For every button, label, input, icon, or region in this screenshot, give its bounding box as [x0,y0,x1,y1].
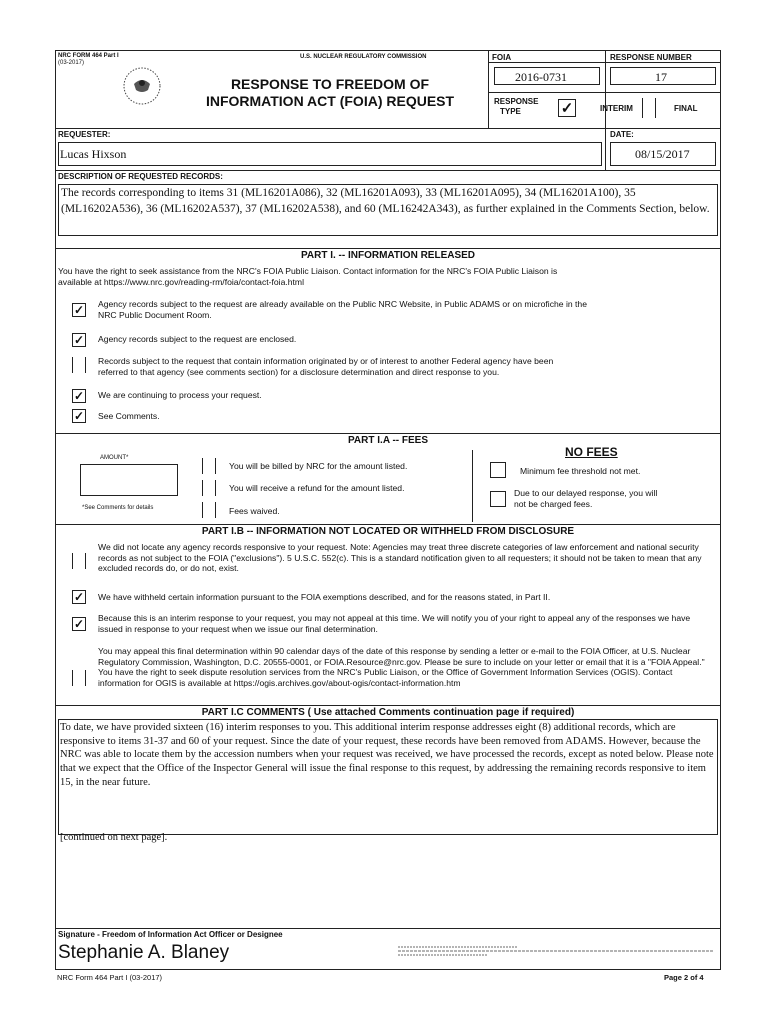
response-number: 17 [655,70,667,84]
fee-billed-label: You will be billed by NRC for the amount listed. [229,461,408,471]
part1-heading: PART I. -- INFORMATION RELEASED [300,250,476,261]
requester-label: REQUESTER: [58,130,111,139]
part1-item5-line1: See Comments. [98,411,160,421]
response-number-label: RESPONSE NUMBER [610,53,692,62]
part1b-withheld-text: We have withheld certain information pursuant to the FOIA exemptions described, and for the reasons stated, in Part II. [98,592,551,602]
comments-continued: [continued on next page]. [60,832,168,843]
part1-item4-checkbox[interactable]: ✓ [73,389,85,403]
part1-intro-2: available at https://www.nrc.gov/reading-rm/foia/contact-foia.html [58,277,304,287]
interim-label: INTERIM [600,104,633,113]
request-date: 08/15/2017 [635,147,690,161]
part1-intro-1: You have the right to seek assistance from the NRC's FOIA Public Liaison. Contact information for the NRC's FOIA Public Liaison is [58,266,558,276]
signature-label: Signature - Freedom of Information Act Officer or Designee [58,930,283,939]
part1-item5-checkbox[interactable]: ✓ [73,409,85,423]
amount-label: AMOUNT* [100,455,129,461]
part1-item4-line1: We are continuing to process your request. [98,390,262,400]
digital-signature-stamp [398,944,714,958]
part1-item3-line2: referred to that agency (see comments section) for a disclosure determination and direct response to you. [98,367,500,377]
description-text: The records corresponding to items 31 (ML16201A086), 32 (ML16201A093), 33 (ML16201A095), 34 (ML16201A100), 35 (ML16202A536), 36 (ML16202A537), 37 (ML16202A538), and 60 (ML16242A343), as further explained in the Comments Section, below. [61,187,710,215]
fee-waived-checkbox[interactable] [202,502,216,518]
fee-refund-checkbox[interactable] [202,480,216,496]
nrc-seal-icon [122,66,162,106]
part1-item3-checkbox[interactable] [72,357,86,373]
final-checkbox[interactable] [642,98,656,118]
delayed-response-checkbox[interactable] [490,491,506,507]
part1b-no-records-checkbox[interactable] [72,553,86,569]
foia-label: FOIA [492,53,512,62]
footer-form-id: NRC Form 464 Part I (03-2017) [57,973,163,982]
part1b-appeal-text: You may appeal this final determination within 90 calendar days of the date of this response by sending a letter or e-mail to the FOIA Officer, at U.S. Nuclear Regulatory Commission, Washington, D.C. 20555-0001, or FOIA.Resource@nrc.gov. Please be sure to include on your letter or email that it is a "FOIA Appeal." You have the right to seek dispute resolution services from the NRC's Public Liaison, or the Office of Government Information Services (OGIS). Contact information for OGIS is available at https://ogis.archives.gov/about-ogis/contact-information.htm [98,646,705,688]
page-title-line1: RESPONSE TO FREEDOM OF [230,76,430,92]
part1b-withheld-checkbox[interactable]: ✓ [73,590,85,604]
form-date: (03-2017) [58,60,85,66]
description-label: DESCRIPTION OF REQUESTED RECORDS: [58,172,223,181]
part1-item2-checkbox[interactable]: ✓ [73,333,85,347]
signature-name: Stephanie A. Blaney [58,942,230,963]
foia-number: 2016-0731 [515,70,567,84]
delayed-response-line2: not be charged fees. [514,499,593,509]
response-type-label-1: RESPONSE [494,97,539,106]
part1b-heading: PART I.B -- INFORMATION NOT LOCATED OR WITHHELD FROM DISCLOSURE [201,526,575,537]
response-type-label-2: TYPE [500,107,521,116]
page-number: Page 2 of 4 [664,973,704,982]
delayed-response-line1: Due to our delayed response, you will [514,488,658,498]
interim-checkbox[interactable]: ✓ [558,99,576,117]
fee-waived-label: Fees waived. [229,506,280,516]
part1-item1-checkbox[interactable]: ✓ [73,303,85,317]
comments-text: To date, we have provided sixteen (16) interim responses to you. This additional interim response addresses eight (8) additional records, which are responsive to items 31-37 and 60 of your request. Since the date of your request, these records have been removed from ADAMS. However, because the NRC was able to locate them by the accession numbers when your request was received, we have processed the records, except as noted below. Please note that we expect that the Office of the Inspector General will issue the final response to this request, by addressing the remaining records responsive to item 15, in the near future. [60,722,714,788]
part1-item2-line1: Agency records subject to the request are enclosed. [98,334,297,344]
see-comments-note: *See Comments for details [82,505,154,511]
part1b-no-records-text: We did not locate any agency records responsive to your request. Note: Agencies may treat three discrete categories of law enforcement and national security records as not subject to the FOIA ("exclusions"). 5 U.S.C. 552(c). This is a standard notification given to all requesters; it should not be taken to mean that any excluded records do, or do not, exist. [98,542,702,573]
date-label: DATE: [610,130,634,139]
min-fee-checkbox[interactable] [490,462,506,478]
part1-item3-line1: Records subject to the request that contain information originated by or of interest to another Federal agency have been [98,356,554,366]
agency-name: U.S. NUCLEAR REGULATORY COMMISSION [300,54,427,60]
part1a-heading: PART I.A -- FEES [348,435,428,446]
amount-field[interactable] [80,464,178,496]
part1b-interim-text: Because this is an interim response to your request, you may not appeal at this time. We will notify you of your right to appeal any of the responses we have issued in response to your request when we issue our final determination. [98,613,691,634]
part1c-heading: PART I.C COMMENTS ( Use attached Comments continuation page if required) [201,707,575,718]
part1-item1-line2: NRC Public Document Room. [98,310,212,320]
part1b-interim-checkbox[interactable]: ✓ [73,617,85,631]
fee-billed-checkbox[interactable] [202,458,216,474]
part1-item1-line1: Agency records subject to the request are already available on the Public NRC Website, in Public ADAMS or on microfiche in the [98,299,587,309]
part1b-appeal-checkbox[interactable] [72,670,86,686]
requester-name: Lucas Hixson [60,147,127,161]
no-fees-heading: NO FEES [565,445,618,459]
page-title-line2: INFORMATION ACT (FOIA) REQUEST [205,93,455,109]
min-fee-label: Minimum fee threshold not met. [520,466,641,476]
final-label: FINAL [674,104,698,113]
fee-refund-label: You will receive a refund for the amount listed. [229,483,405,493]
form-id: NRC FORM 464 Part I [58,53,119,59]
